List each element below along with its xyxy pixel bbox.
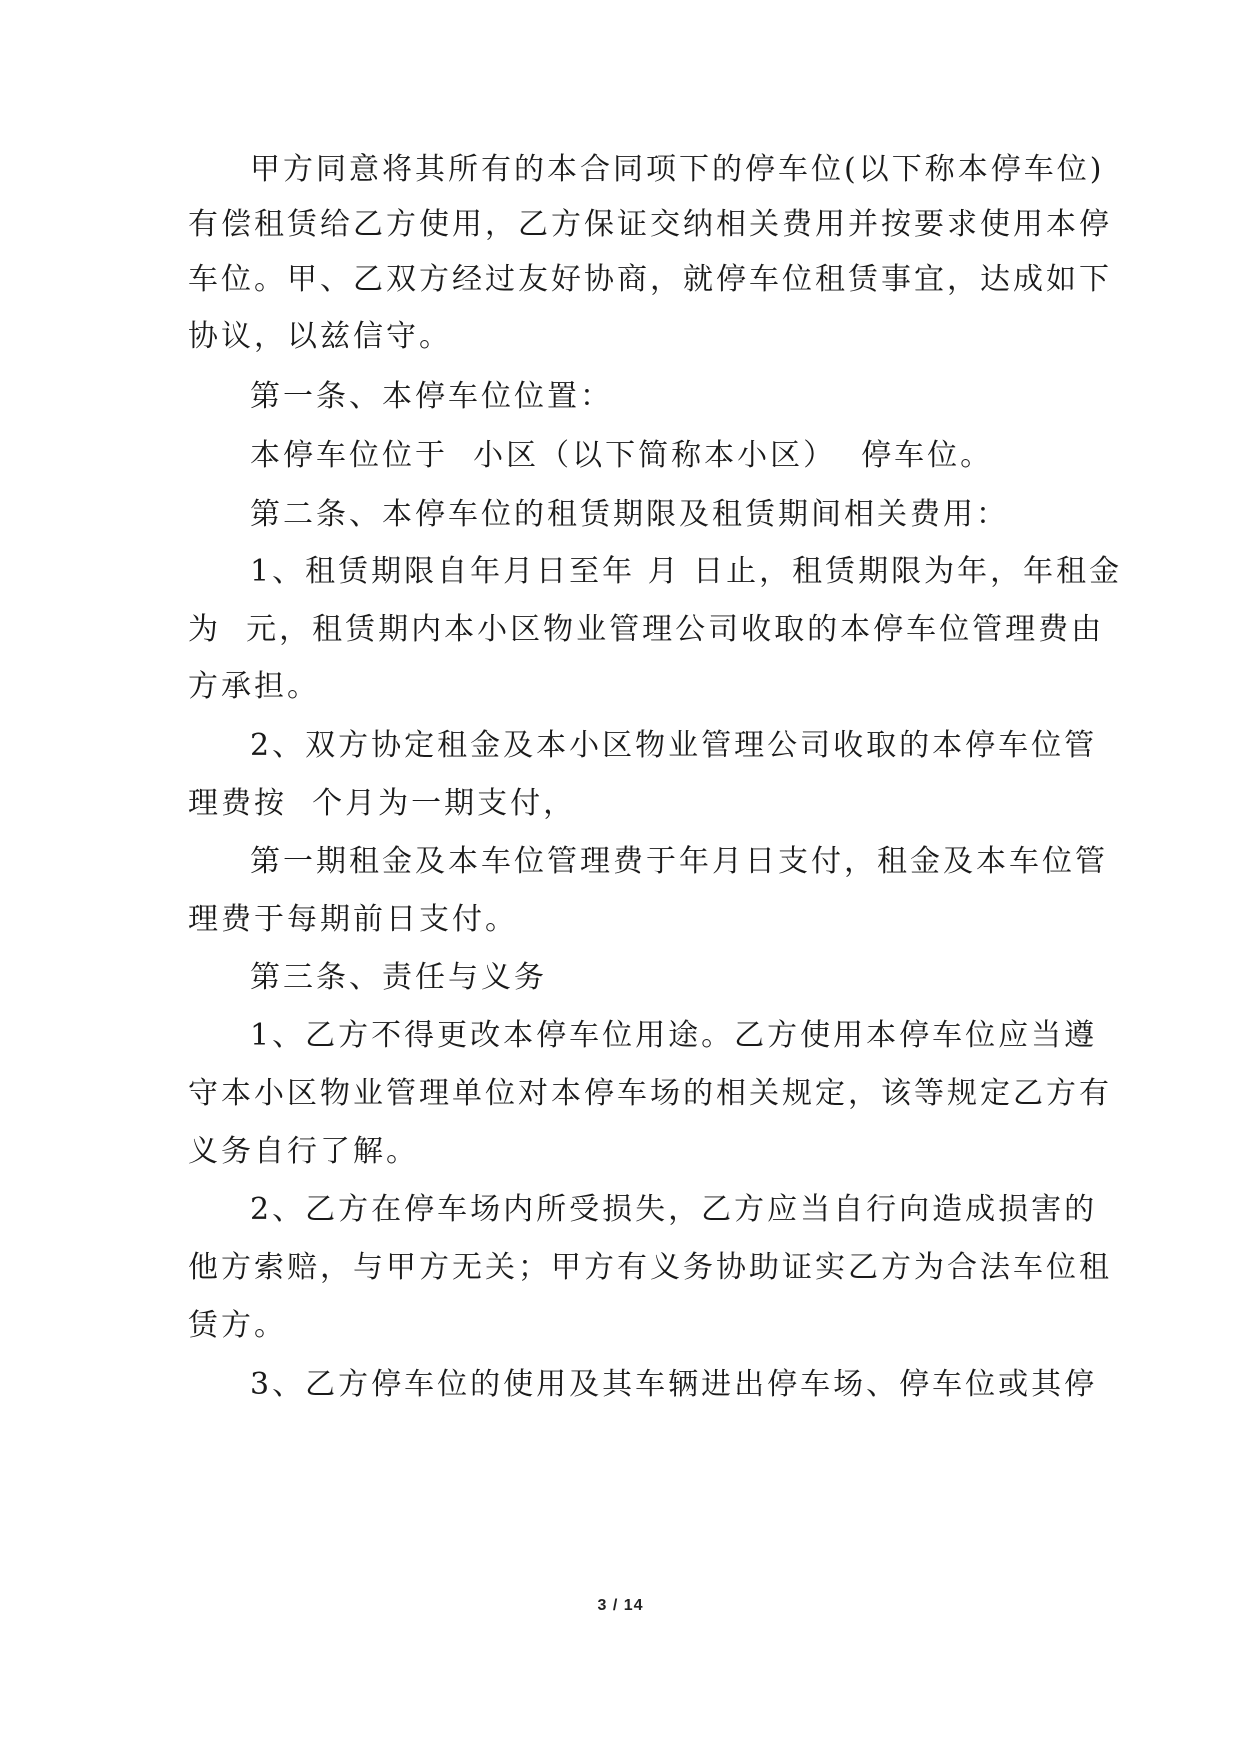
- paragraph-line: 方承担。: [188, 669, 320, 704]
- paragraph-line: 理费于每期前日支付。: [188, 902, 518, 937]
- paragraph-line: 3、乙方停车位的使用及其车辆进出停车场、停车位或其停: [250, 1367, 1098, 1402]
- paragraph-line: 为 元，租赁期内本小区物业管理公司收取的本停车位管理费由: [188, 612, 1105, 647]
- paragraph-line: 他方索赔，与甲方无关；甲方有义务协助证实乙方为合法车位租: [188, 1250, 1112, 1285]
- article-heading: 第二条、本停车位的租赁期限及租赁期间相关费用：: [250, 497, 1009, 532]
- page-number: 3 / 14: [597, 1597, 644, 1614]
- paragraph-line: 第一期租金及本车位管理费于年月日支付，租金及本车位管: [250, 844, 1108, 879]
- article-heading: 第三条、责任与义务: [250, 960, 547, 995]
- paragraph-line: 2、双方协定租金及本小区物业管理公司收取的本停车位管: [250, 728, 1098, 763]
- paragraph-line: 甲方同意将其所有的本合同项下的停车位(以下称本停车位): [250, 152, 1105, 187]
- paragraph-line: 车位。甲、乙双方经过友好协商，就停车位租赁事宜，达成如下: [188, 262, 1112, 297]
- paragraph-line: 协议，以兹信守。: [188, 319, 452, 354]
- paragraph-line: 1、租赁期限自年月日至年 月 日止，租赁期限为年，年租金: [250, 554, 1123, 589]
- paragraph-line: 理费按 个月为一期支付，: [188, 786, 577, 821]
- article-heading: 第一条、本停车位位置：: [250, 379, 613, 414]
- paragraph-line: 2、乙方在停车场内所受损失，乙方应当自行向造成损害的: [250, 1192, 1098, 1227]
- paragraph-line: 本停车位位于 小区（以下简称本小区） 停车位。: [250, 438, 994, 473]
- paragraph-line: 守本小区物业管理单位对本停车场的相关规定，该等规定乙方有: [188, 1076, 1112, 1111]
- paragraph-line: 义务自行了解。: [188, 1134, 419, 1169]
- paragraph-line: 1、乙方不得更改本停车位用途。乙方使用本停车位应当遵: [250, 1018, 1098, 1053]
- paragraph-line: 有偿租赁给乙方使用，乙方保证交纳相关费用并按要求使用本停: [188, 207, 1112, 242]
- paragraph-line: 赁方。: [188, 1308, 287, 1343]
